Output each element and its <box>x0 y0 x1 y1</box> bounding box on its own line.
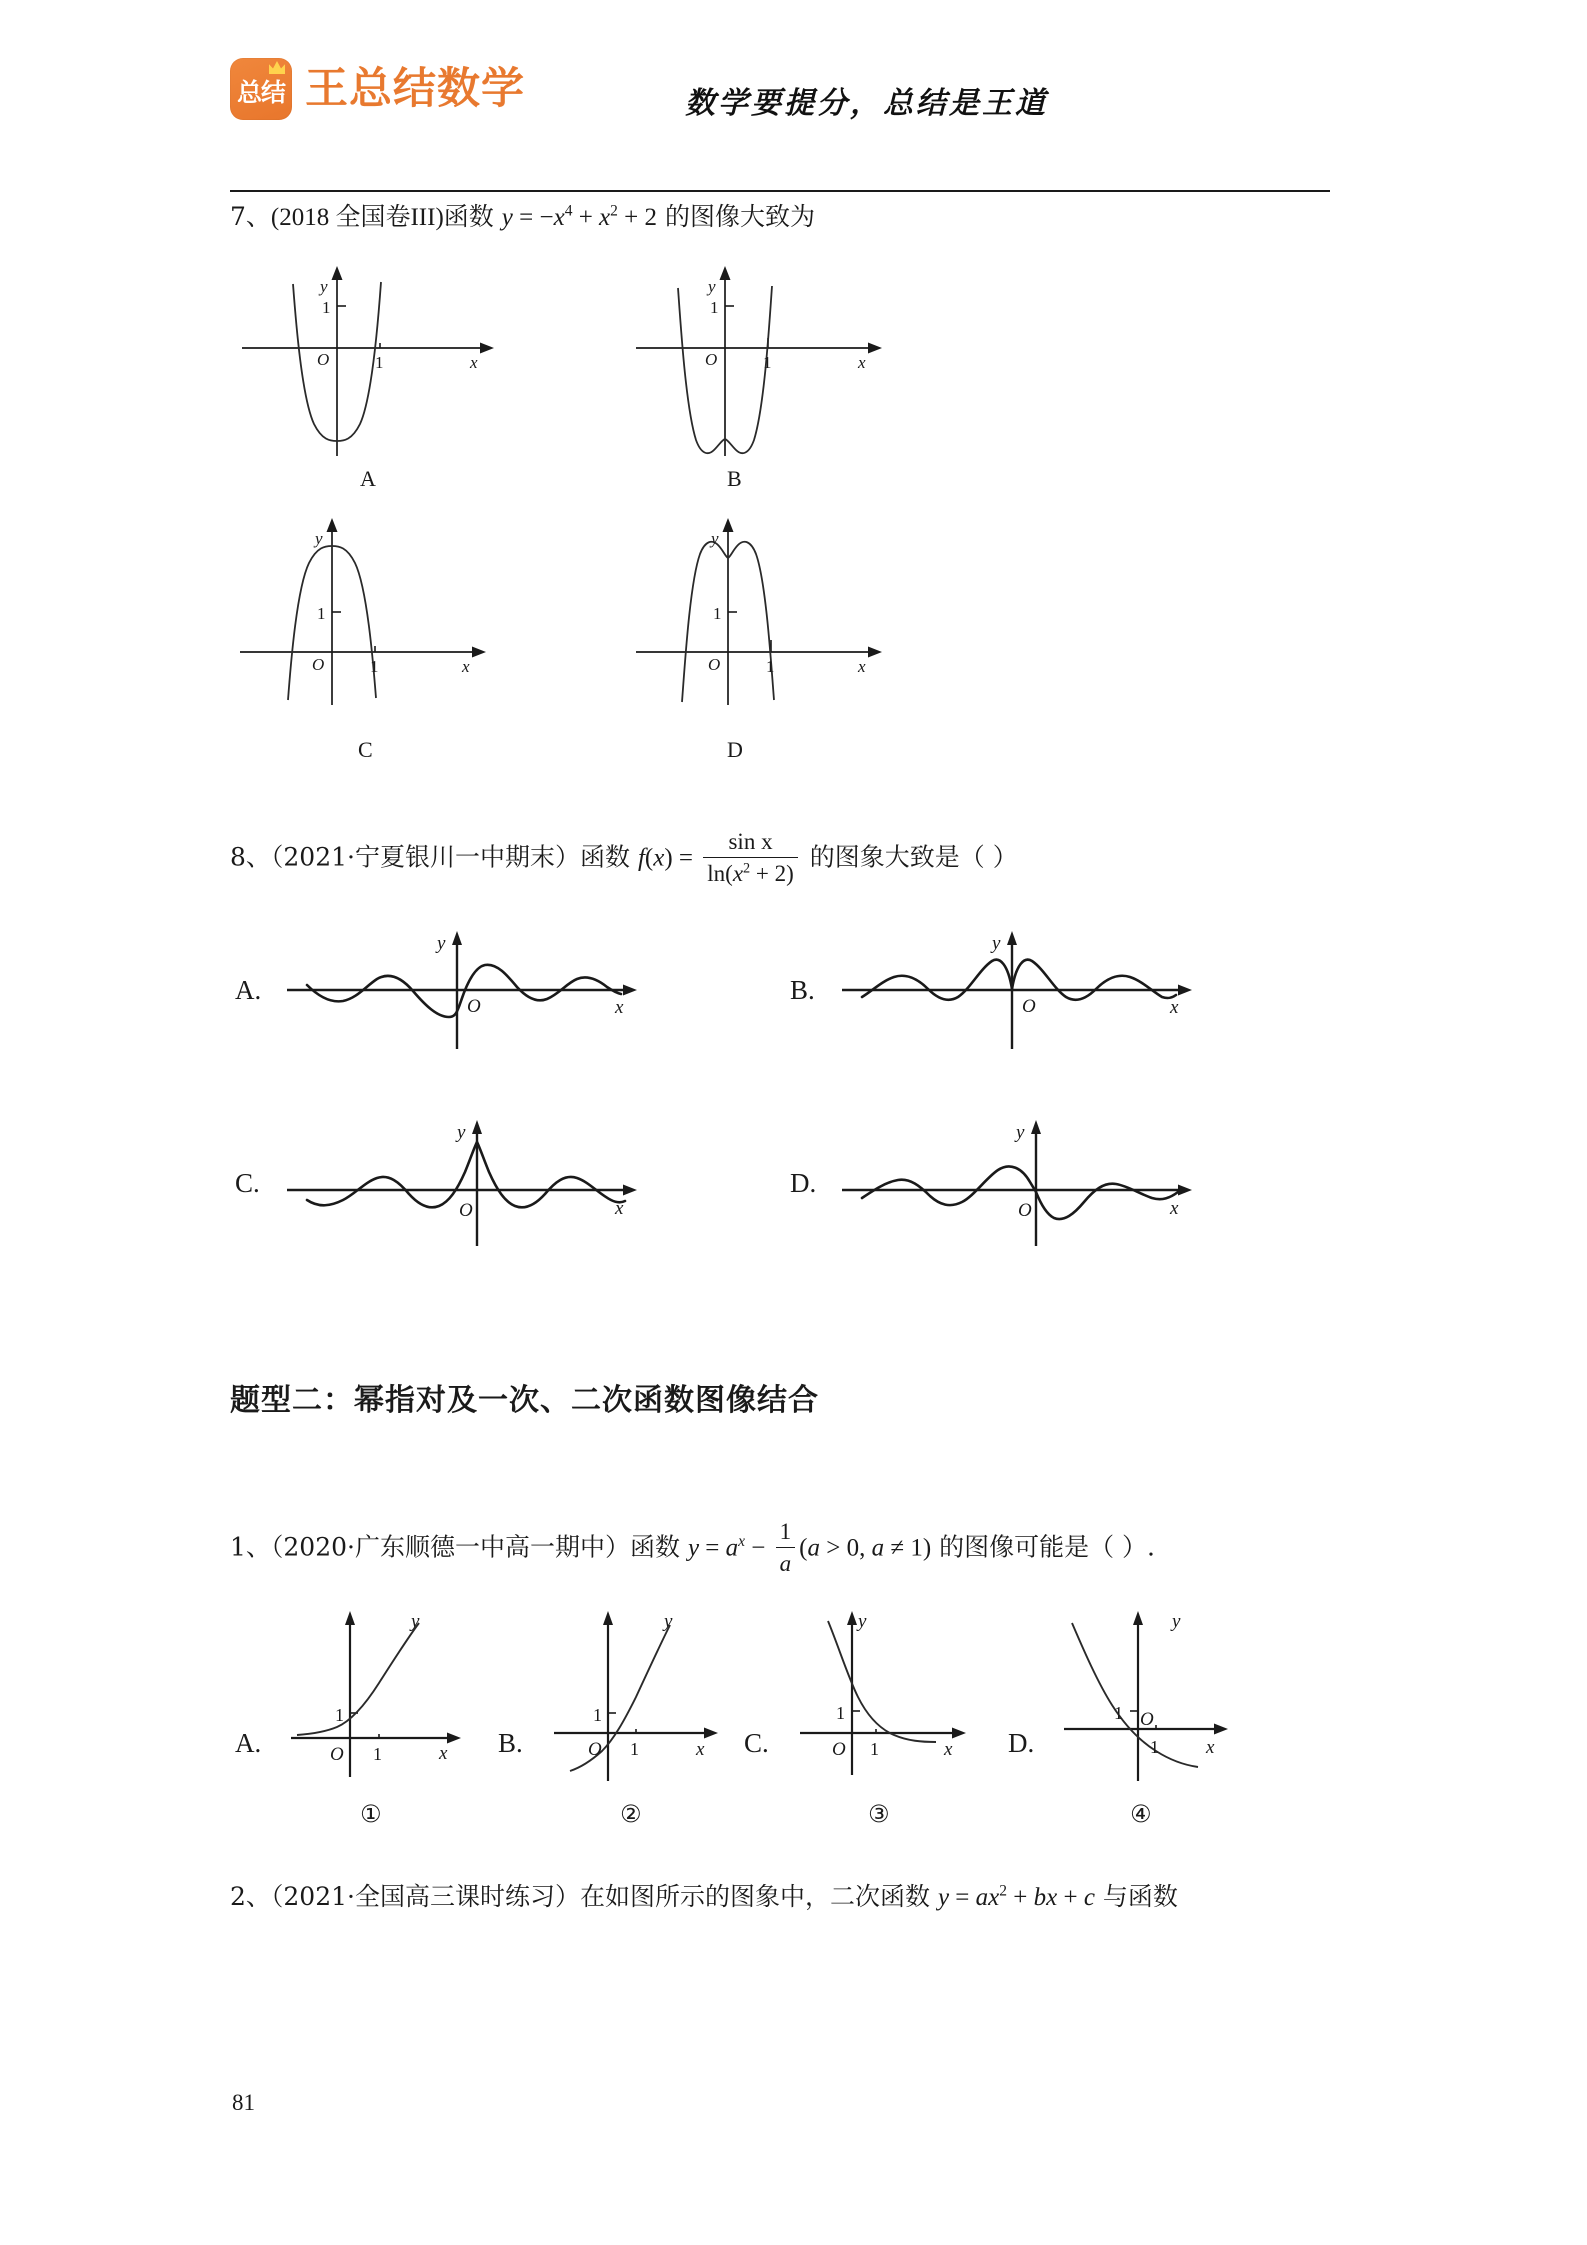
option-label-q8-d: D. <box>790 1168 817 1198</box>
s2q1-stem-prefix: 函数 <box>629 1532 688 1562</box>
figure-s2q1-3 <box>794 1605 994 1785</box>
svg-text:O: O <box>1140 1709 1154 1730</box>
svg-text:x: x <box>1170 1198 1179 1219</box>
svg-text:y: y <box>320 277 328 296</box>
option-label-q8-c: C. <box>235 1168 260 1198</box>
figure-q8-option-b <box>840 925 1220 1055</box>
svg-text:1: 1 <box>322 298 331 317</box>
figure-q8-option-a <box>285 925 665 1055</box>
figure-label-q7-d: D <box>727 737 743 762</box>
svg-text:y: y <box>858 1611 867 1632</box>
svg-text:x: x <box>944 1739 953 1760</box>
option-label-s2q1-a: A. <box>235 1728 262 1758</box>
question-8-stem-suffix: 的图象大致是（ ） <box>801 842 1018 872</box>
s2q1-source: （2020·广东顺德一中高一期中） <box>270 1532 630 1562</box>
svg-text:O: O <box>1018 1200 1032 1221</box>
figure-label-s2q1-1: ① <box>360 1800 382 1828</box>
svg-text:O: O <box>330 1744 344 1765</box>
svg-text:x: x <box>615 997 624 1018</box>
svg-text:x: x <box>615 1198 624 1219</box>
figure-q7-option-d <box>628 500 908 715</box>
svg-text:1: 1 <box>373 1744 382 1764</box>
figure-label-q7-b: B <box>727 466 742 491</box>
svg-text:O: O <box>832 1739 846 1760</box>
question-7-stem-suffix: 的图像大致为 <box>657 202 815 231</box>
question-7-formula: y <box>501 204 513 231</box>
section2-question-1-stem: 1、（2020·广东顺德一中高一期中）函数 $y = a^x$ − $\frac{1}{a}$ (a > 0, a ≠ 1) 的图像可能是（ ）. <box>230 1518 1155 1581</box>
svg-text:y: y <box>1016 1122 1025 1143</box>
svg-text:O: O <box>459 1200 473 1221</box>
figure-label-q7-a: A <box>360 466 376 491</box>
s2q2-number: 2、 <box>230 1882 271 1911</box>
crown-icon <box>269 61 285 74</box>
svg-text:y: y <box>992 933 1001 954</box>
svg-text:O: O <box>317 350 330 369</box>
svg-text:x: x <box>1206 1737 1215 1758</box>
svg-text:x: x <box>858 353 866 372</box>
question-8-stem: 8、（2021·宁夏银川一中期末）函数 f(x) = $\frac{\text{sin x}}{\ln(x^2 + 2)}$ 的图象大致是（ ） <box>230 828 1018 891</box>
svg-text:x: x <box>696 1739 705 1760</box>
question-8-stem-prefix: 函数 <box>579 842 638 872</box>
brand-logo <box>230 58 525 120</box>
logo-badge-icon <box>230 58 292 120</box>
svg-text:O: O <box>312 655 325 674</box>
s2q2-text-b: 与函数 <box>1094 1882 1178 1911</box>
question-7-source: (2018 全国卷III) <box>270 204 444 231</box>
option-label-q8-a: A. <box>235 975 262 1005</box>
svg-text:x: x <box>858 657 866 676</box>
svg-text:O: O <box>708 655 721 674</box>
question-7-stem-prefix: 函数 <box>443 202 502 231</box>
svg-text:1: 1 <box>713 604 722 623</box>
svg-text:1: 1 <box>370 657 379 676</box>
figure-s2q1-2 <box>548 1605 748 1795</box>
svg-text:1: 1 <box>870 1739 879 1759</box>
figure-q7-option-a <box>232 258 512 468</box>
svg-text:1: 1 <box>593 1705 602 1725</box>
option-label-q8-b: B. <box>790 975 815 1005</box>
question-7-stem: 7、(2018 全国卷III)函数 $y = -x^4 + x^2 + 2$ 的图像大致为 <box>230 202 815 231</box>
figure-q8-option-d <box>840 1090 1220 1250</box>
svg-text:y: y <box>411 1611 420 1632</box>
s2q1-fraction: $\frac{1}{a}$ <box>776 1516 796 1579</box>
svg-text:O: O <box>588 1739 602 1760</box>
s2q1-number: 1、 <box>230 1532 271 1562</box>
option-label-s2q1-b: B. <box>498 1728 523 1758</box>
logo-badge-text: 总结 <box>236 77 285 107</box>
svg-text:1: 1 <box>317 604 326 623</box>
svg-text:O: O <box>467 996 481 1017</box>
option-label-s2q1-c: C. <box>744 1728 769 1758</box>
svg-text:y: y <box>664 1611 673 1632</box>
svg-text:1: 1 <box>710 298 719 317</box>
figure-label-q7-c: C <box>358 737 373 762</box>
figure-q8-option-c <box>285 1090 665 1250</box>
fraction-numerator: sin x <box>728 829 773 854</box>
section-heading: 题型二：幂指对及一次、二次函数图像结合 <box>230 1383 819 1418</box>
figure-label-s2q1-2: ② <box>620 1800 642 1828</box>
brand-name: 王总结数学 <box>305 63 525 114</box>
svg-text:1: 1 <box>766 657 775 676</box>
svg-text:x: x <box>462 657 470 676</box>
figure-s2q1-1 <box>285 1605 485 1785</box>
figure-q7-option-b <box>628 258 908 468</box>
svg-text:y: y <box>1172 1611 1181 1632</box>
s2q2-text-a: 在如图所示的图象中，二次函数 <box>579 1882 938 1911</box>
svg-text:y: y <box>708 277 716 296</box>
svg-text:y: y <box>315 529 323 548</box>
svg-text:O: O <box>705 350 718 369</box>
svg-text:1: 1 <box>335 1705 344 1725</box>
svg-text:y: y <box>711 529 719 548</box>
question-8-source: （2021·宁夏银川一中期末） <box>270 842 580 872</box>
svg-text:x: x <box>470 353 478 372</box>
svg-text:x: x <box>1170 997 1179 1018</box>
svg-text:1: 1 <box>836 1703 845 1723</box>
svg-text:1: 1 <box>630 1739 639 1759</box>
svg-text:y: y <box>437 933 446 954</box>
s2q1-stem-suffix: 的图像可能是（ ）. <box>931 1532 1155 1562</box>
figure-label-s2q1-4: ④ <box>1130 1800 1152 1828</box>
brand-tagline: 数学要提分，总结是王道 <box>685 86 1048 121</box>
question-8-fraction: $\frac{\text{sin x}}{\ln(x^2 + 2)}$ <box>703 826 798 889</box>
figure-label-s2q1-3: ③ <box>868 1800 890 1828</box>
figure-s2q1-4 <box>1058 1605 1258 1795</box>
header-divider <box>230 190 1330 192</box>
svg-text:O: O <box>1022 996 1036 1017</box>
svg-text:1: 1 <box>1114 1703 1123 1723</box>
question-8-number: 8、 <box>230 842 271 872</box>
figure-q7-option-c <box>232 500 512 715</box>
page-number: 81 <box>232 2090 255 2115</box>
svg-text:1: 1 <box>1150 1737 1159 1757</box>
s2q2-source: （2021·全国高三课时练习） <box>270 1882 580 1911</box>
svg-text:x: x <box>439 1743 448 1764</box>
page-header <box>230 58 1350 136</box>
svg-text:1: 1 <box>763 353 772 372</box>
option-label-s2q1-d: D. <box>1008 1728 1035 1758</box>
question-7-number: 7、 <box>230 202 271 231</box>
svg-text:y: y <box>457 1122 466 1143</box>
svg-text:1: 1 <box>375 353 384 372</box>
section2-question-2-stem: 2、（2021·全国高三课时练习）在如图所示的图象中，二次函数 $y = ax^2$ + bx + c 与函数 <box>230 1882 1178 1911</box>
